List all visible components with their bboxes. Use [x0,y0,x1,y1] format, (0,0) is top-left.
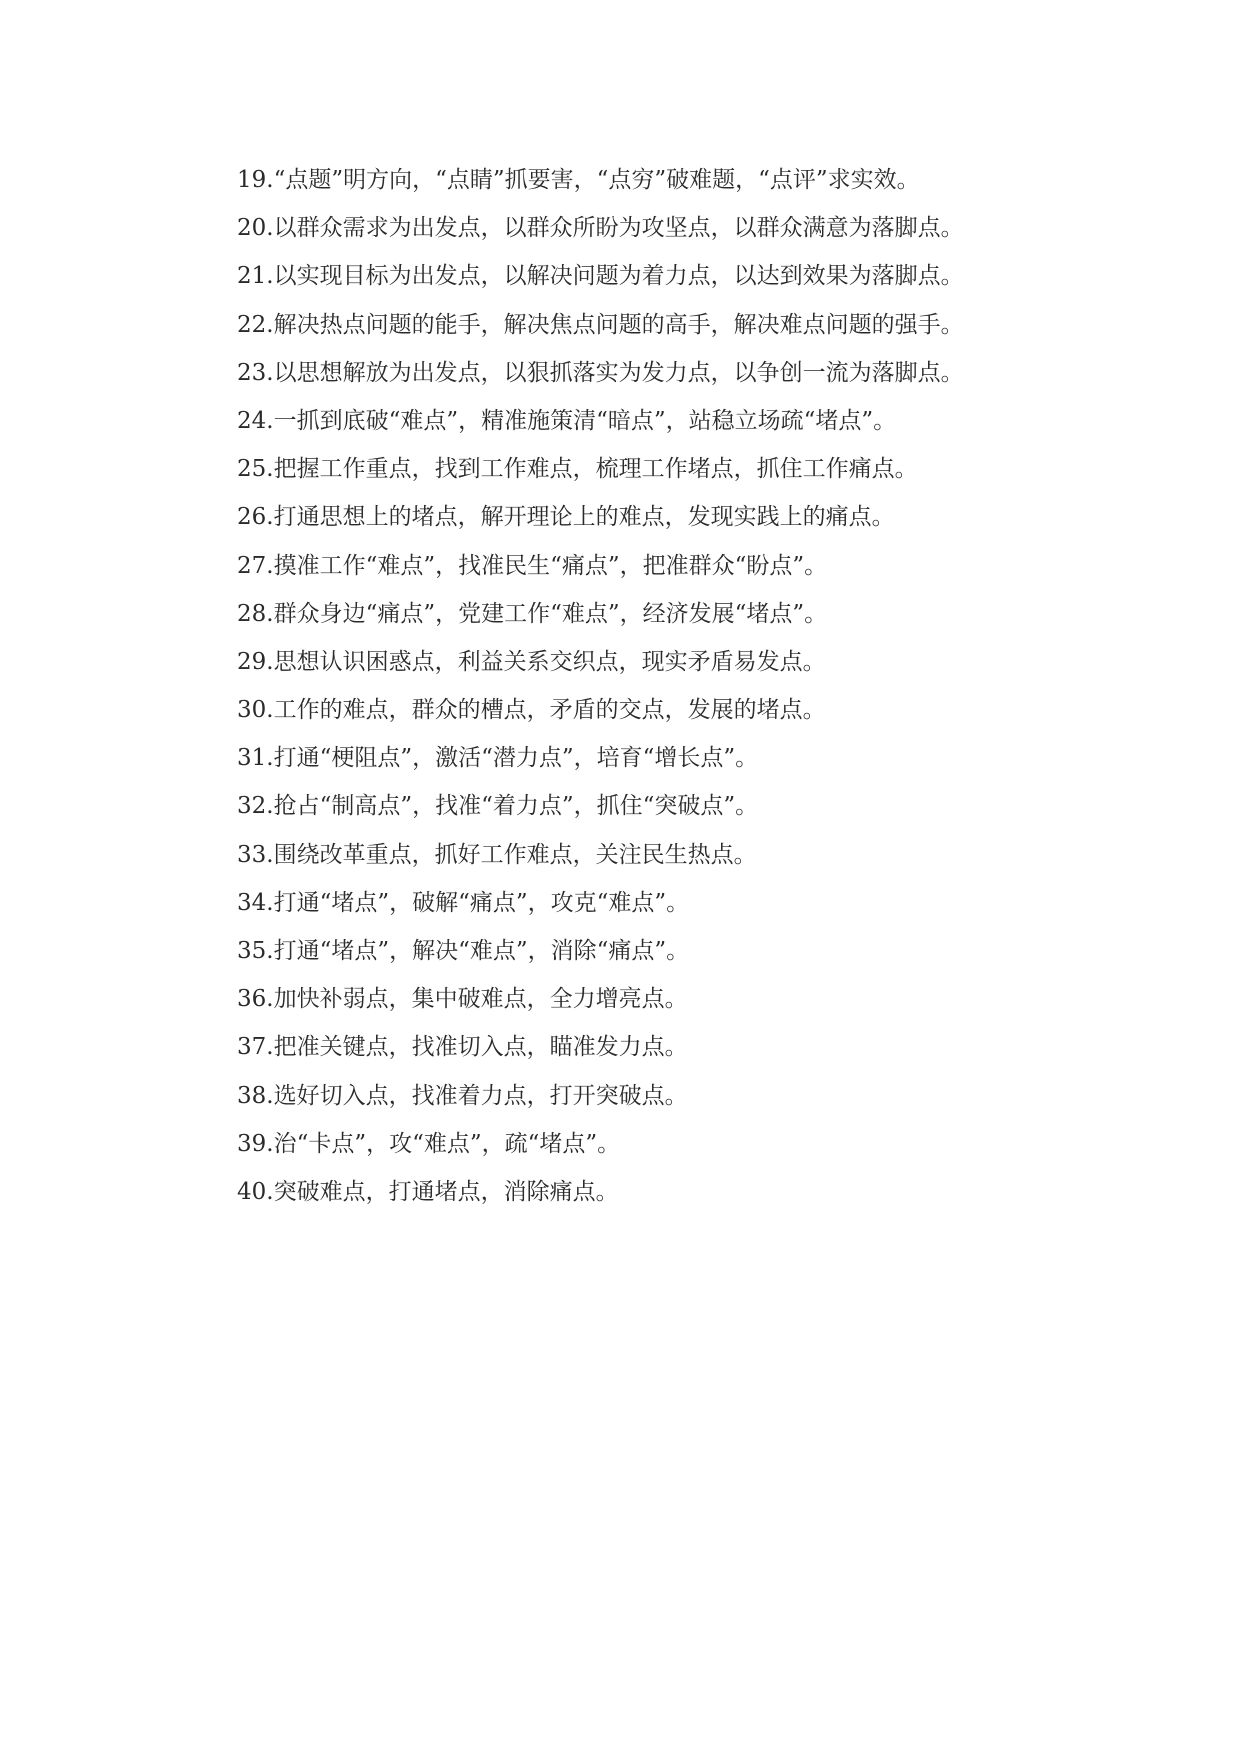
list-item: 34.打通“堵点”，破解“痛点”，攻克“难点”。 [237,889,690,916]
list-item: 19.“点题”明方向，“点睛”抓要害，“点穷”破难题，“点评”求实效。 [237,167,920,193]
list-item: 24.一抓到底破“难点”，精准施策清“暗点”，站稳立场疏“堵点”。 [237,407,897,434]
list-item: 30.工作的难点，群众的槽点，矛盾的交点，发展的堵点。 [237,697,826,724]
list-item: 39.治“卡点”，攻“难点”，疏“堵点”。 [237,1130,621,1157]
list-item: 37.把准关键点，找准切入点，瞄准发力点。 [237,1034,688,1061]
list-item: 29.思想认识困惑点，利益关系交织点，现实矛盾易发点。 [237,648,826,675]
list-item: 21.以实现目标为出发点，以解决问题为着力点，以达到效果为落脚点。 [237,263,964,290]
list-item: 31.打通“梗阻点”，激活“潜力点”，培育“增长点”。 [237,745,759,772]
list-item: 20.以群众需求为出发点，以群众所盼为攻坚点，以群众满意为落脚点。 [237,215,964,242]
list-item: 40.突破难点，打通堵点，消除痛点。 [237,1178,619,1205]
list-item: 25.把握工作重点，找到工作难点，梳理工作堵点，抓住工作痛点。 [237,456,918,483]
numbered-list [237,156,1197,1216]
list-item: 35.打通“堵点”，解决“难点”，消除“痛点”。 [237,938,690,964]
list-item: 36.加快补弱点，集中破难点，全力增亮点。 [237,986,688,1013]
list-item: 38.选好切入点，找准着力点，打开突破点。 [237,1082,688,1109]
list-item: 28.群众身边“痛点”，党建工作“难点”，经济发展“堵点”。 [237,600,828,627]
list-item: 26.打通思想上的堵点，解开理论上的难点，发现实践上的痛点。 [237,504,895,531]
list-item: 27.摸准工作“难点”，找准民生“痛点”，把准群众“盼点”。 [237,552,828,579]
list-item: 23.以思想解放为出发点，以狠抓落实为发力点，以争创一流为落脚点。 [237,359,964,386]
list-item: 22.解决热点问题的能手，解决焦点问题的高手，解决难点问题的强手。 [237,311,964,338]
list-item: 32.抢占“制高点”，找准“着力点”，抓住“突破点”。 [237,793,759,820]
list-item: 33.围绕改革重点，抓好工作难点，关注民生热点。 [237,841,757,868]
